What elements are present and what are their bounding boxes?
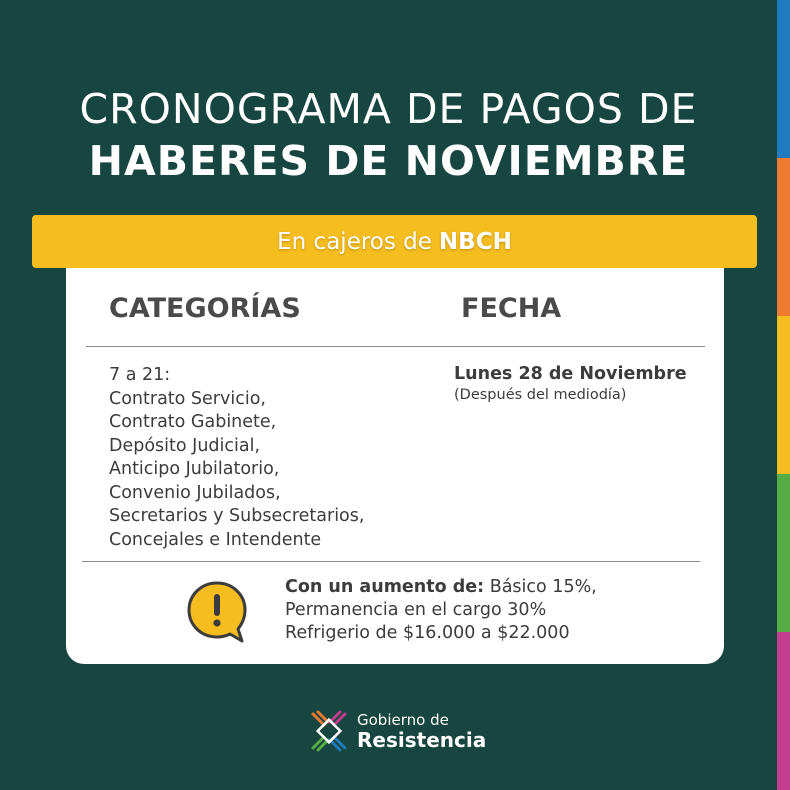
list-item: Concejales e Intendente	[109, 529, 322, 550]
stripe-magenta	[777, 632, 790, 790]
notice-line-3: Refrigerio de $16.000 a $22.000	[285, 623, 570, 643]
payment-date-note: (Después del mediodía)	[454, 387, 627, 403]
list-item: Anticipo Jubilatorio,	[109, 459, 280, 479]
payment-date: Lunes 28 de Noviembre	[454, 364, 687, 384]
list-item: 7 a 21:	[109, 365, 171, 385]
notice-line-1: Básico 15%,	[484, 577, 597, 597]
list-item: Contrato Gabinete,	[109, 412, 277, 432]
list-item: Depósito Judicial,	[109, 435, 261, 456]
header-divider	[86, 346, 705, 347]
stripe-green	[777, 474, 790, 632]
increase-notice	[285, 576, 597, 645]
column-header-fecha: FECHA	[461, 293, 562, 324]
exclamation-icon	[186, 580, 248, 644]
notice-line-2: Permanencia en el cargo 30%	[285, 600, 547, 620]
list-item: Convenio Jubilados,	[109, 482, 281, 503]
title-line-2: HABERES DE NOVIEMBRE	[88, 137, 689, 185]
color-stripes	[777, 0, 790, 790]
categories-list	[109, 364, 364, 552]
stripe-orange	[777, 158, 790, 316]
org-name-line-1: Gobierno de	[357, 711, 449, 729]
org-name-line-2: Resistencia	[357, 728, 487, 752]
list-item: Contrato Servicio,	[109, 388, 266, 409]
title-line-1: CRONOGRAMA DE PAGOS DE	[79, 85, 698, 133]
banner	[32, 215, 757, 268]
list-item: Secretarios y Subsecretarios,	[109, 506, 365, 526]
footer-divider	[82, 561, 700, 562]
stripe-blue	[777, 0, 790, 158]
gobierno-logo-icon	[309, 710, 349, 752]
banner-prefix: En cajeros de	[277, 228, 432, 255]
stripe-yellow	[777, 316, 790, 474]
notice-lead: Con un aumento de:	[285, 577, 485, 597]
column-header-categorias: CATEGORÍAS	[109, 293, 301, 324]
banner-bank: NBCH	[438, 228, 512, 255]
